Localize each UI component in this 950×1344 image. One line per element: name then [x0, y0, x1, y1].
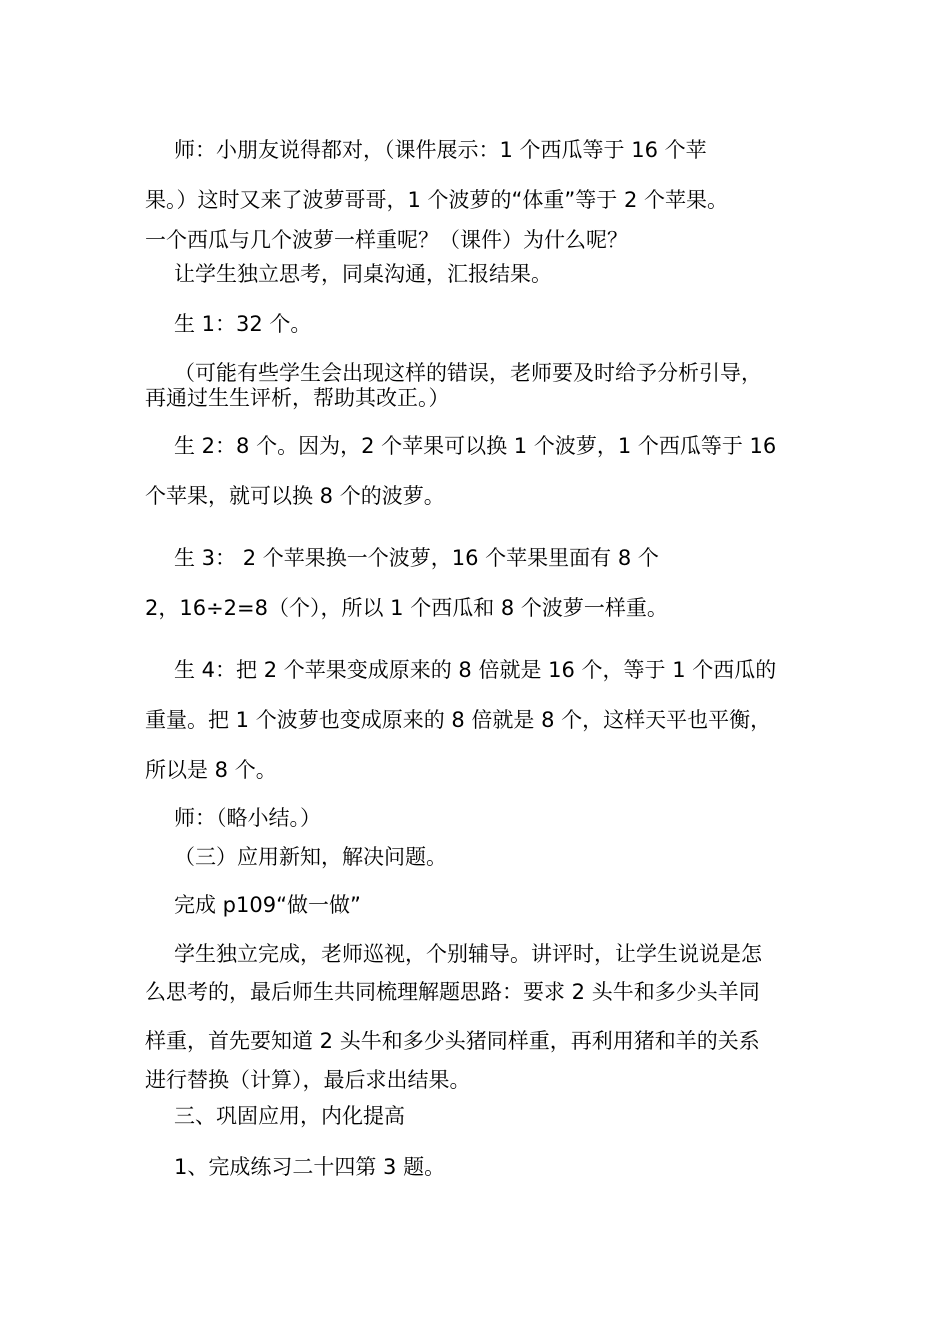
paragraph-line: 进行替换（计算），最后求出结果。	[145, 1068, 471, 1092]
paragraph-line: （三）应用新知，解决问题。	[174, 845, 447, 869]
paragraph-line: 生 2：8 个。因为，2 个苹果可以换 1 个波萝，1 个西瓜等于 16	[174, 434, 777, 458]
paragraph-line: 再通过生生评析，帮助其改正。）	[145, 386, 450, 410]
paragraph-line: 让学生独立思考，同桌沟通，汇报结果。	[174, 262, 552, 286]
paragraph-line: 三、巩固应用，内化提高	[174, 1104, 405, 1128]
paragraph-line: 个苹果，就可以换 8 个的波萝。	[145, 484, 445, 508]
paragraph-line: 一个西瓜与几个波萝一样重呢？（课件）为什么呢？	[145, 228, 628, 252]
paragraph-line: 重量。把 1 个波萝也变成原来的 8 倍就是 8 个，这样天平也平衡，	[145, 708, 772, 732]
paragraph-line: 生 1：32 个。	[174, 312, 312, 336]
paragraph-line: （可能有些学生会出现这样的错误，老师要及时给予分析引导，	[174, 361, 762, 385]
paragraph-line: 2，16÷2=8（个），所以 1 个西瓜和 8 个波萝一样重。	[145, 596, 668, 620]
paragraph-line: 学生独立完成，老师巡视，个别辅导。讲评时，让学生说说是怎	[174, 942, 762, 966]
paragraph-line: 师：小朋友说得都对，（课件展示：1 个西瓜等于 16 个苹	[174, 138, 707, 162]
paragraph-line: 1、完成练习二十四第 3 题。	[174, 1155, 446, 1179]
paragraph-line: 么思考的，最后师生共同梳理解题思路：要求 2 头牛和多少头羊同	[145, 980, 760, 1004]
paragraph-line: 样重，首先要知道 2 头牛和多少头猪同样重，再利用猪和羊的关系	[145, 1029, 760, 1053]
paragraph-line: 生 4：把 2 个苹果变成原来的 8 倍就是 16 个，等于 1 个西瓜的	[174, 658, 777, 682]
paragraph-line: 果。）这时又来了波萝哥哥，1 个波萝的“体重”等于 2 个苹果。	[145, 188, 729, 212]
paragraph-line: 完成 p109“做一做”	[174, 893, 361, 917]
paragraph-line: 师：（略小结。）	[174, 806, 321, 830]
paragraph-line: 所以是 8 个。	[145, 758, 277, 782]
paragraph-line: 生 3： 2 个苹果换一个波萝，16 个苹果里面有 8 个	[174, 546, 659, 570]
